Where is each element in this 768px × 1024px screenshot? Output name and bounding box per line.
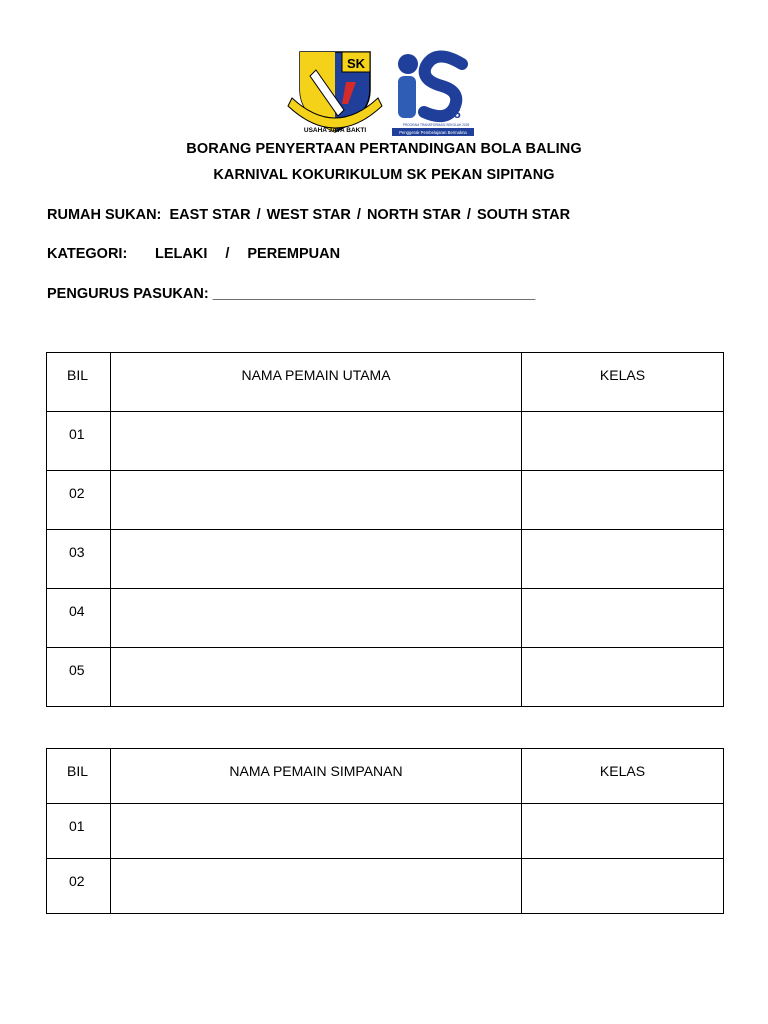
nama-cell[interactable]	[111, 648, 522, 707]
rumah-sukan-label: RUMAH SUKAN:	[47, 207, 162, 223]
program-transformasi-logo	[392, 54, 474, 136]
kategori-label: KATEGORI:	[47, 246, 128, 262]
header-logos	[286, 46, 478, 138]
logos-graphic	[286, 46, 478, 138]
rumah-sukan-field	[47, 207, 570, 223]
kelas-cell[interactable]	[522, 648, 724, 707]
badge-tagline-text: Penggerak Pembelajaran Bermakna	[399, 130, 467, 135]
table-row	[47, 648, 724, 707]
kategori-option-perempuan[interactable]: PEREMPUAN	[247, 246, 341, 262]
bil-cell: 01	[47, 412, 111, 471]
kelas-cell[interactable]	[522, 530, 724, 589]
rumah-separator: /	[256, 207, 261, 223]
kelas-cell[interactable]	[522, 589, 724, 648]
kategori-option-lelaki[interactable]: LELAKI	[155, 246, 208, 262]
header-nama-pemain-utama: NAMA PEMAIN UTAMA	[111, 353, 522, 412]
school-crest-logo	[288, 52, 382, 134]
table-header-row	[47, 353, 724, 412]
header-bil: BIL	[47, 749, 111, 804]
form-title: BORANG PENYERTAAN PERTANDINGAN BOLA BALING	[186, 141, 582, 157]
crest-motto-text: USAHA JAYA BAKTI	[303, 127, 367, 134]
pengurus-label: PENGURUS PASUKAN:	[47, 286, 209, 302]
rumah-option-west[interactable]: WEST STAR	[266, 207, 351, 223]
table-row	[47, 589, 724, 648]
table-row	[47, 412, 724, 471]
pengurus-input-line[interactable]: ________________________________________	[212, 286, 536, 302]
rumah-option-north[interactable]: NORTH STAR	[366, 207, 461, 223]
bil-cell: 02	[47, 471, 111, 530]
table-row	[47, 859, 724, 914]
rumah-separator: /	[466, 207, 471, 223]
kelas-cell[interactable]	[522, 804, 724, 859]
bil-cell: 01	[47, 804, 111, 859]
nama-cell[interactable]	[111, 859, 522, 914]
nama-cell[interactable]	[111, 471, 522, 530]
kelas-cell[interactable]	[522, 859, 724, 914]
bil-cell: 04	[47, 589, 111, 648]
rumah-option-east[interactable]: EAST STAR	[169, 207, 251, 223]
kategori-separator: /	[225, 246, 230, 262]
table-row	[47, 471, 724, 530]
badge-number-text: 25	[447, 107, 461, 121]
header-bil: BIL	[47, 353, 111, 412]
crest-sk-text: SK	[346, 56, 366, 71]
bil-cell: 02	[47, 859, 111, 914]
main-players-table	[46, 352, 724, 707]
nama-cell[interactable]	[111, 589, 522, 648]
header-kelas: KELAS	[522, 749, 724, 804]
table-header-row	[47, 749, 724, 804]
kategori-field	[47, 246, 340, 262]
reserve-players-table	[46, 748, 724, 914]
nama-cell[interactable]	[111, 412, 522, 471]
rumah-option-south[interactable]: SOUTH STAR	[476, 207, 571, 223]
table-row	[47, 530, 724, 589]
header-kelas: KELAS	[522, 353, 724, 412]
rumah-separator: /	[356, 207, 361, 223]
nama-cell[interactable]	[111, 530, 522, 589]
form-subtitle: KARNIVAL KOKURIKULUM SK PEKAN SIPITANG	[213, 167, 555, 183]
pengurus-field	[47, 286, 535, 302]
nama-cell[interactable]	[111, 804, 522, 859]
bil-cell: 05	[47, 648, 111, 707]
header-nama-pemain-simpanan: NAMA PEMAIN SIMPANAN	[111, 749, 522, 804]
kelas-cell[interactable]	[522, 471, 724, 530]
table-row	[47, 804, 724, 859]
kelas-cell[interactable]	[522, 412, 724, 471]
badge-caption-text: PROGRAM TRANSFORMASI SEKOLAH 2025	[402, 123, 470, 127]
bil-cell: 03	[47, 530, 111, 589]
